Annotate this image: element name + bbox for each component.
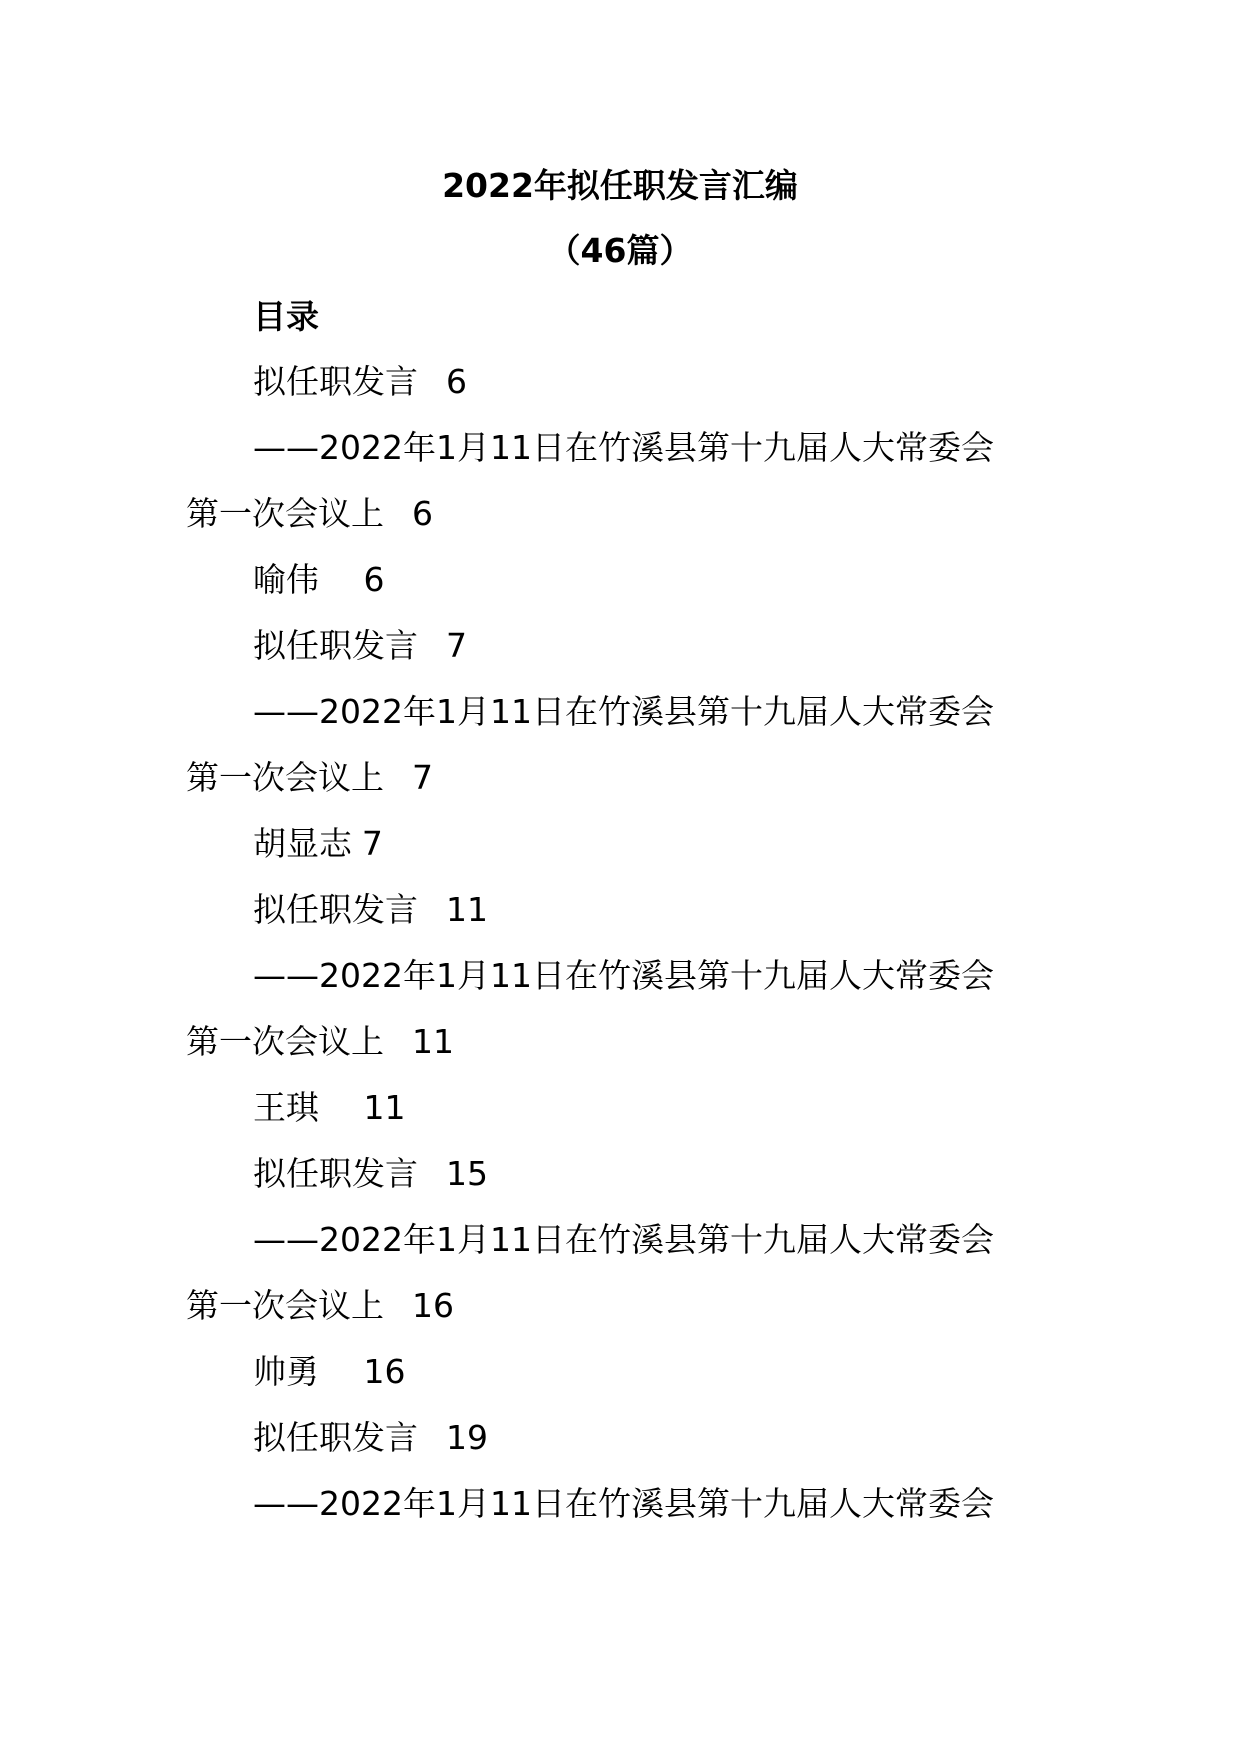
- toc-entry[interactable]: [186, 758, 1066, 824]
- toc-entry[interactable]: [186, 692, 1066, 758]
- toc-entry-text: 拟任职发言: [253, 890, 418, 929]
- toc-entry-text: 胡显志: [253, 824, 352, 863]
- toc-entry-text: 喻伟: [253, 560, 319, 599]
- table-of-contents: [186, 362, 1066, 1550]
- toc-page-number: 7: [361, 824, 383, 863]
- toc-page-number: 11: [446, 890, 489, 929]
- toc-entry-text: 拟任职发言: [253, 1154, 418, 1193]
- toc-entry-text: ——2022年1月11日在竹溪县第十九届人大常委会: [253, 956, 994, 995]
- toc-entry[interactable]: [186, 1088, 1066, 1154]
- toc-entry-text: 拟任职发言: [253, 1418, 418, 1457]
- toc-entry-text: 帅勇: [253, 1352, 319, 1391]
- toc-entry[interactable]: [186, 1286, 1066, 1352]
- toc-entry-text: ——2022年1月11日在竹溪县第十九届人大常委会: [253, 692, 994, 731]
- toc-page-number: 16: [363, 1352, 406, 1391]
- toc-entry[interactable]: [186, 428, 1066, 494]
- toc-entry[interactable]: [186, 1220, 1066, 1286]
- toc-entry[interactable]: [186, 1352, 1066, 1418]
- toc-entry-text: 王琪: [253, 1088, 319, 1127]
- toc-page-number: 6: [412, 494, 434, 533]
- toc-entry-text: ——2022年1月11日在竹溪县第十九届人大常委会: [253, 1220, 994, 1259]
- toc-entry-text: 第一次会议上: [186, 1022, 384, 1061]
- toc-entry-text: 第一次会议上: [186, 758, 384, 797]
- document-title: 2022年拟任职发言汇编: [442, 166, 798, 205]
- toc-entry[interactable]: [186, 1418, 1066, 1484]
- toc-page-number: 6: [363, 560, 385, 599]
- toc-page-number: 11: [412, 1022, 455, 1061]
- toc-entry-text: ——2022年1月11日在竹溪县第十九届人大常委会: [253, 428, 994, 467]
- toc-entry[interactable]: [186, 362, 1066, 428]
- toc-page-number: 15: [446, 1154, 489, 1193]
- toc-entry-text: ——2022年1月11日在竹溪县第十九届人大常委会: [253, 1484, 994, 1523]
- toc-entry-text: 拟任职发言: [253, 362, 418, 401]
- toc-entry[interactable]: [186, 956, 1066, 1022]
- toc-entry[interactable]: [186, 494, 1066, 560]
- toc-page-number: 6: [446, 362, 468, 401]
- toc-entry[interactable]: [186, 824, 1066, 890]
- toc-entry[interactable]: [186, 626, 1066, 692]
- toc-page-number: 19: [446, 1418, 489, 1457]
- document-subtitle: （46篇）: [547, 231, 693, 270]
- toc-heading: 目录: [253, 297, 319, 336]
- toc-entry[interactable]: [186, 1484, 1066, 1550]
- toc-entry[interactable]: [186, 1154, 1066, 1220]
- toc-entry[interactable]: [186, 1022, 1066, 1088]
- toc-entry-text: 第一次会议上: [186, 494, 384, 533]
- toc-page-number: 16: [412, 1286, 455, 1325]
- toc-entry[interactable]: [186, 560, 1066, 626]
- toc-page-number: 11: [363, 1088, 406, 1127]
- toc-page-number: 7: [412, 758, 434, 797]
- toc-entry[interactable]: [186, 890, 1066, 956]
- toc-page-number: 7: [446, 626, 468, 665]
- toc-entry-text: 第一次会议上: [186, 1286, 384, 1325]
- toc-entry-text: 拟任职发言: [253, 626, 418, 665]
